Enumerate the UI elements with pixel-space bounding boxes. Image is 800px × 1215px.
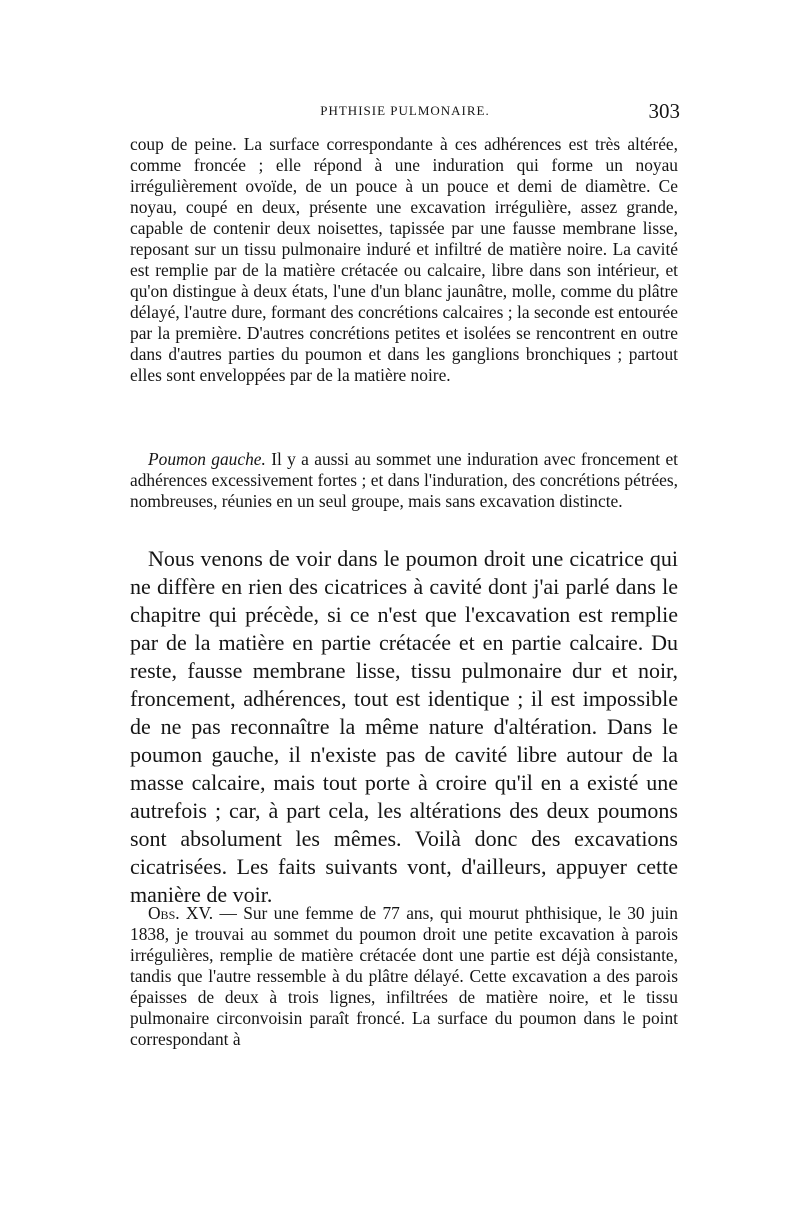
paragraph-observation-xv bbox=[130, 903, 678, 1050]
running-title: PHTHISIE PULMONAIRE. bbox=[320, 103, 490, 118]
page-number: 303 bbox=[648, 99, 680, 123]
observation-label: Obs. XV. bbox=[148, 903, 214, 923]
paragraph-left-lung bbox=[130, 449, 678, 512]
observation-text: — Sur une femme de 77 ans, qui mourut phthisique, le 30 juin 1838, je trouvai au sommet du poumon droit une petite excavation à parois irrégulières, remplie de matière crétacée dont une partie est déjà consistante, tandis que l'autre ressemble à du plâtre délayé. Cette excavation a des parois épaisses de deux à trois lignes, infiltrées de matière noire, et le tissu pulmonaire circonvoisin paraît froncé. La surface du poumon dans le point correspondant à bbox=[130, 903, 678, 1049]
page-header bbox=[130, 97, 680, 125]
paragraph-right-lung-description: coup de peine. La surface correspondante à ces adhérences est très altérée, comme froncée ; elle répond à une induration qui forme un noyau irrégulièrement ovoïde, de un pouce à un pouce et demi de diamètre. Ce noyau, coupé en deux, présente une excavation irrégulière, assez grande, capable de contenir deux noisettes, tapissée par une fausse membrane lisse, reposant sur un tissu pulmonaire induré et infiltré de matière noire. La cavité est remplie par de la matière crétacée ou calcaire, libre dans son intérieur, et qu'on distingue à deux états, l'une d'un blanc jaunâtre, molle, comme du plâtre délayé, l'autre dure, formant des concrétions calcaires ; la seconde est entourée par la première. D'autres concrétions petites et isolées se rencontrent en outre dans d'autres parties du poumon et dans les ganglions bronchiques ; partout elles sont enveloppées par de la matière noire. bbox=[130, 134, 678, 385]
section-label-poumon-gauche: Poumon gauche. bbox=[148, 449, 266, 469]
paragraph-commentary: Nous venons de voir dans le poumon droit une cicatrice qui ne diffère en rien des cicatrices à cavité dont j'ai parlé dans le chapitre qui précède, si ce n'est que l'excavation est remplie par de la matière en partie crétacée et en partie calcaire. Du reste, fausse membrane lisse, tissu pulmonaire dur et noir, froncement, adhérences, tout est identique ; il est impossible de ne pas reconnaître la même nature d'altération. Dans le poumon gauche, il n'existe pas de cavité libre autour de la masse calcaire, mais tout porte à croire qu'il en a existé une autrefois ; car, à part cela, les altérations des deux poumons sont absolument les mêmes. Voilà donc des excavations cicatrisées. Les faits suivants vont, d'ailleurs, appuyer cette manière de voir. bbox=[130, 546, 678, 907]
left-lung-text: Il y a aussi au sommet une induration avec froncement et adhérences excessivement fortes ; et dans l'induration, des concrétions pétrées, nombreuses, réunies en un seul groupe, mais sans excavation distincte. bbox=[130, 449, 678, 511]
